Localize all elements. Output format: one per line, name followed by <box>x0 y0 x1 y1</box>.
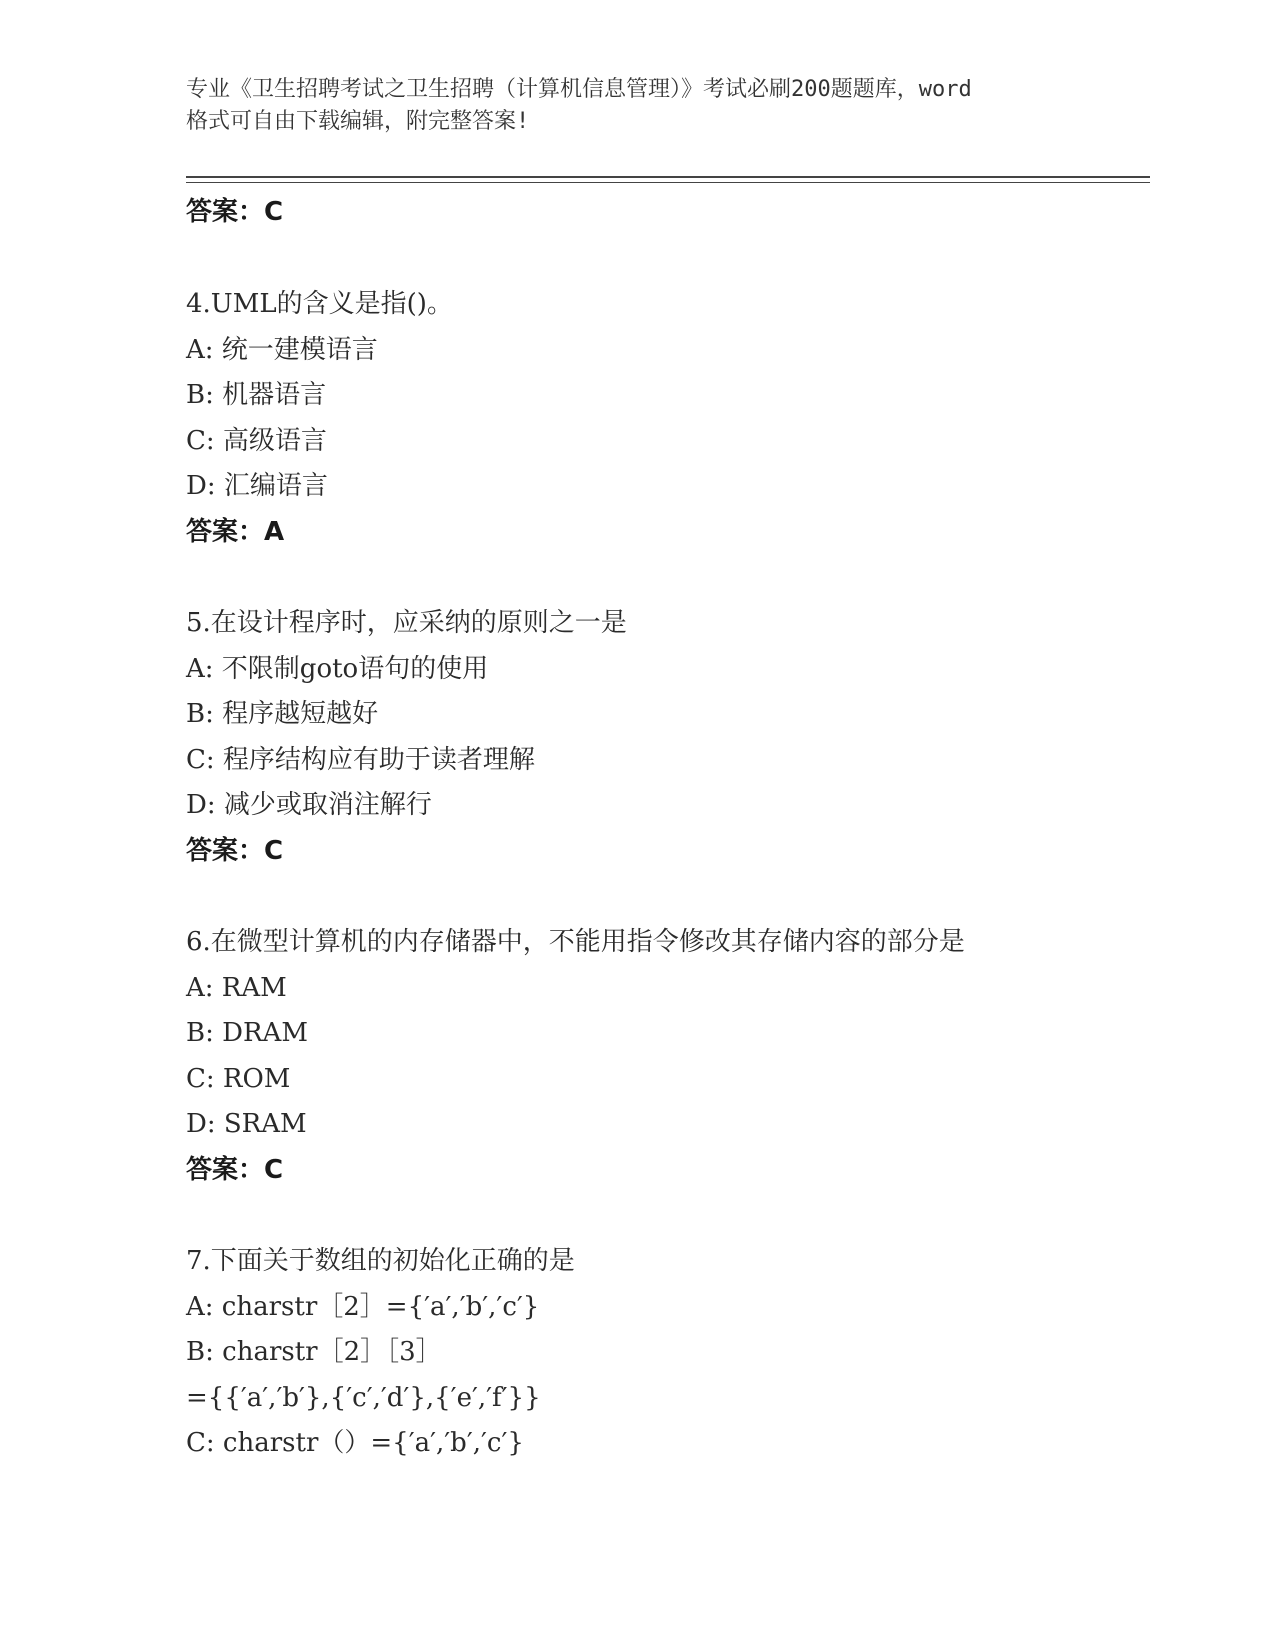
page-header <box>186 74 1086 138</box>
option-b-continued: ={{′a′,′b′},{′c′,′d′},{′e′,′f′}} <box>186 1382 541 1413</box>
spacer <box>186 236 1146 282</box>
option-a: A: 不限制goto语句的使用 <box>186 653 489 684</box>
option-a: A: RAM <box>186 972 287 1003</box>
question-block <box>186 920 1146 1193</box>
option-c: C: ROM <box>186 1063 291 1094</box>
option-b: B: charstr［2］［3］ <box>186 1337 442 1367</box>
spacer <box>186 555 1146 601</box>
option-d: D: 汇编语言 <box>186 471 328 501</box>
option-b: B: DRAM <box>186 1018 308 1048</box>
answer-line: 答案：C <box>186 197 284 227</box>
header-rule-thick <box>186 176 1150 178</box>
question-content <box>186 188 1146 1467</box>
answer-line: 答案：C <box>186 835 284 866</box>
option-b: B: 机器语言 <box>186 380 327 410</box>
option-a: A: 统一建模语言 <box>186 334 378 365</box>
question-block <box>186 1239 1146 1467</box>
spacer <box>186 1193 1146 1239</box>
option-c: C: 程序结构应有助于读者理解 <box>186 744 535 775</box>
answer-line: 答案：A <box>186 516 285 547</box>
question-block <box>186 282 1146 555</box>
option-a: A: charstr［2］={′a′,′b′,′c′} <box>186 1291 540 1322</box>
answer-line: 答案：C <box>186 1154 284 1185</box>
spacer <box>186 874 1146 920</box>
question-stem: 5.在设计程序时，应采纳的原则之一是 <box>186 608 627 638</box>
question-stem: 7.下面关于数组的初始化正确的是 <box>186 1246 575 1276</box>
option-c: C: 高级语言 <box>186 425 327 456</box>
question-stem: 6.在微型计算机的内存储器中，不能用指令修改其存储内容的部分是 <box>186 927 965 957</box>
question-stem: 4.UML的含义是指()。 <box>186 289 453 319</box>
option-d: D: 减少或取消注解行 <box>186 790 432 820</box>
header-rule-thin <box>186 182 1150 183</box>
option-d: D: SRAM <box>186 1109 307 1139</box>
header-line-1: 专业《卫生招聘考试之卫生招聘（计算机信息管理）》考试必刷200题题库，word <box>186 77 972 102</box>
header-line-2: 格式可自由下载编辑，附完整答案! <box>186 109 530 134</box>
question-block <box>186 601 1146 874</box>
option-c: C: charstr（）={′a′,′b′,′c′} <box>186 1428 524 1458</box>
option-b: B: 程序越短越好 <box>186 699 379 729</box>
